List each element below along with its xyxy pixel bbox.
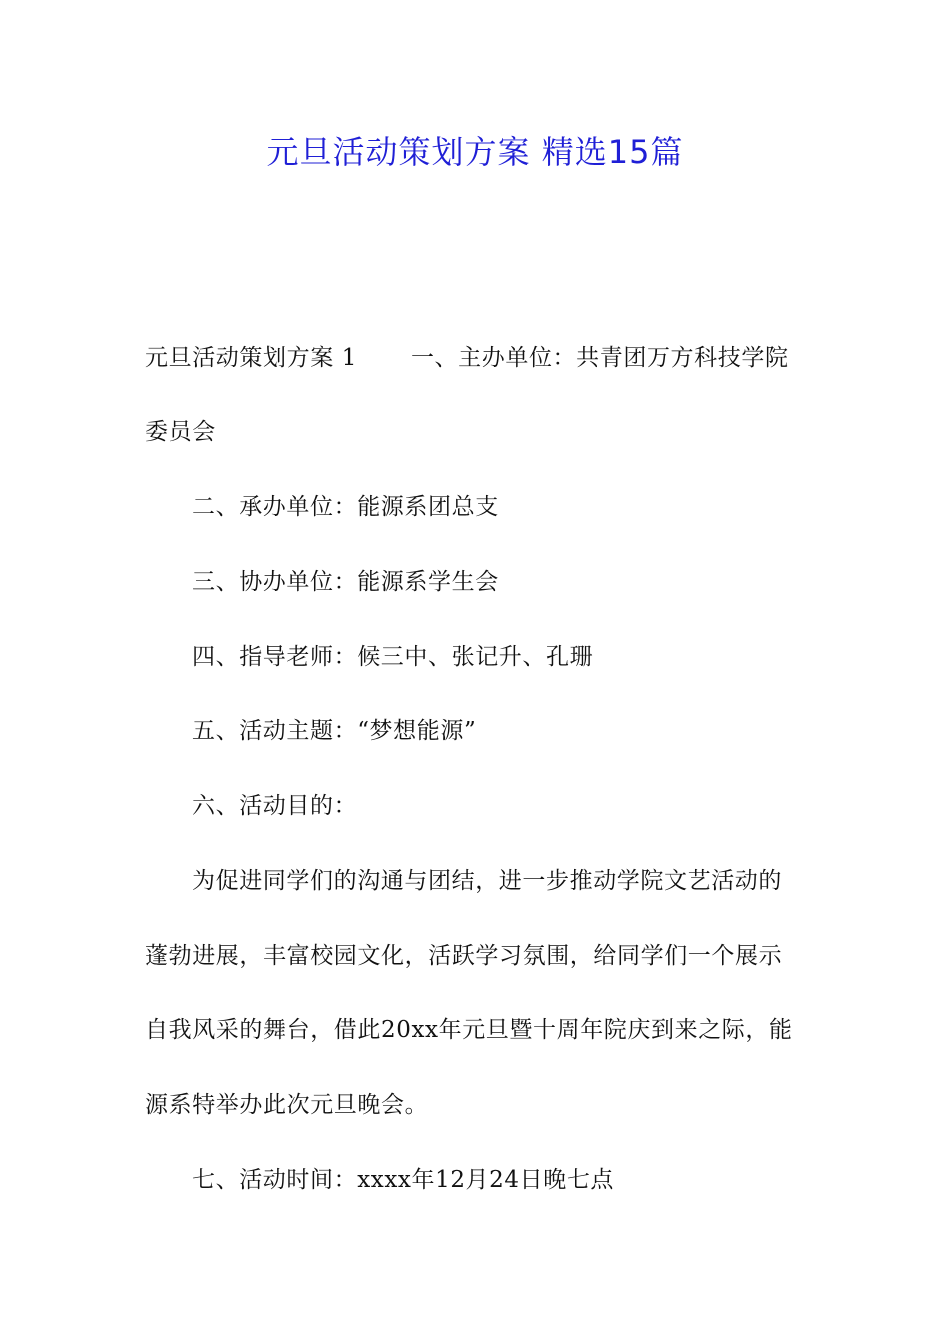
paragraph-line: 委员会	[145, 419, 216, 445]
time-line: 七、活动时间：xxxx年12月24日晚七点	[192, 1167, 615, 1193]
advisor-line: 四、指导老师：候三中、张记升、孔珊	[192, 644, 594, 670]
paragraph-line	[145, 340, 811, 376]
organizer-text: 一、主办单位：共青团万方科技学院	[410, 345, 789, 371]
paragraph-line: 自我风采的舞台，借此20xx年元旦暨十周年院庆到来之际，能	[145, 1017, 793, 1043]
paragraph-line: 为促进同学们的沟通与团结，进一步推动学院文艺活动的	[192, 868, 782, 894]
theme-line: 五、活动主题：“梦想能源”	[192, 718, 477, 744]
purpose-heading: 六、活动目的：	[192, 793, 358, 819]
paragraph-line: 源系特举办此次元旦晚会。	[145, 1092, 429, 1118]
plan-heading: 元旦活动策划方案 1	[145, 345, 357, 371]
document-title: 元旦活动策划方案 精选15篇	[266, 133, 684, 171]
paragraph-line: 蓬勃进展，丰富校园文化，活跃学习氛围，给同学们一个展示	[145, 943, 783, 969]
undertaker-line: 二、承办单位：能源系团总支	[192, 494, 499, 520]
co-organizer-line: 三、协办单位：能源系学生会	[192, 569, 499, 595]
